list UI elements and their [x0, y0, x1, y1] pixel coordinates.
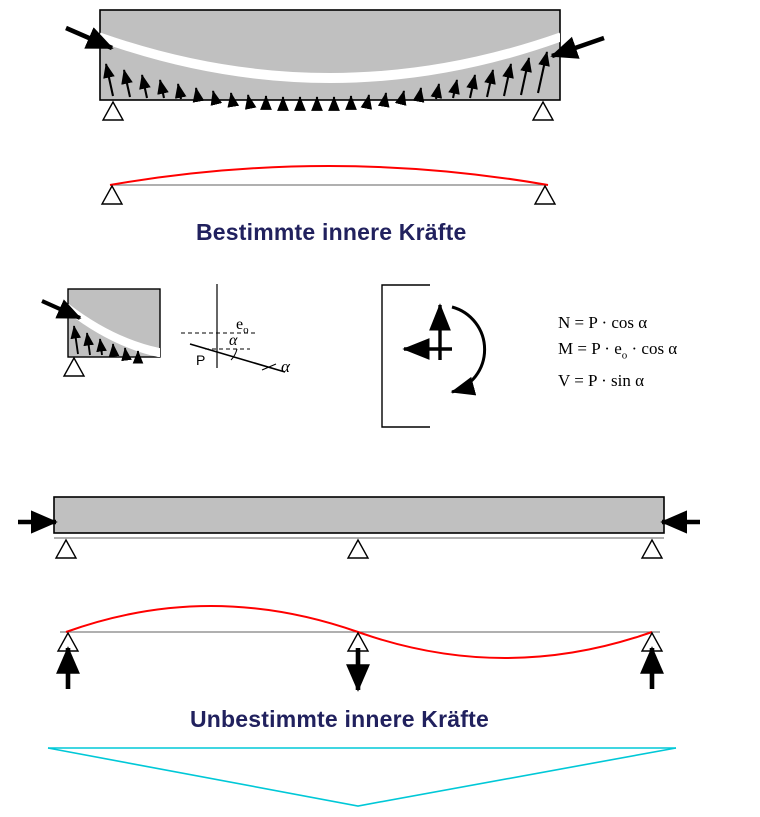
- label-angle-alpha: α: [281, 357, 290, 376]
- panel-simply-supported-beam: [66, 10, 604, 120]
- panel-two-span-beam: [18, 497, 700, 558]
- internal-force-equations: [558, 310, 677, 394]
- equation-normal-force: N = P · cos α: [558, 313, 648, 332]
- support-right: [535, 186, 555, 204]
- deflection-curve: [110, 166, 548, 185]
- panel-deflection-single-span: [102, 166, 555, 204]
- diagram-outline: [48, 748, 676, 806]
- secondary-moment-diagram: [48, 748, 676, 806]
- panel-internal-forces-section: [382, 285, 485, 427]
- support-middle: [348, 540, 368, 558]
- support-right: [533, 102, 553, 120]
- equation-moment: [558, 336, 677, 368]
- label-force-p: P: [196, 352, 206, 368]
- caption-determinate-internal-forces: Bestimmte innere Kräfte: [196, 219, 467, 245]
- equation-moment-tail: · cos α: [627, 339, 678, 358]
- section-bracket: [382, 285, 430, 427]
- panel-deflection-two-span: [58, 606, 662, 690]
- support-left: [103, 102, 123, 120]
- support-left: [102, 186, 122, 204]
- support-left: [56, 540, 76, 558]
- label-eccentricity: [236, 316, 249, 336]
- label-angle-alpha-top: α: [229, 332, 238, 349]
- support-left: [64, 358, 84, 376]
- support-right: [642, 540, 662, 558]
- caption-indeterminate-internal-forces: Unbestimmte innere Kräfte: [190, 706, 489, 732]
- equation-moment-head: M = P · e: [558, 339, 622, 358]
- label-eccentricity-base: e: [236, 316, 244, 333]
- equation-moment-subscript: o: [621, 349, 628, 362]
- label-eccentricity-subscript: o: [243, 324, 249, 337]
- equation-shear-force: V = P · sin α: [558, 371, 645, 391]
- beam-body: [54, 497, 664, 533]
- moment-arrow: [452, 307, 485, 392]
